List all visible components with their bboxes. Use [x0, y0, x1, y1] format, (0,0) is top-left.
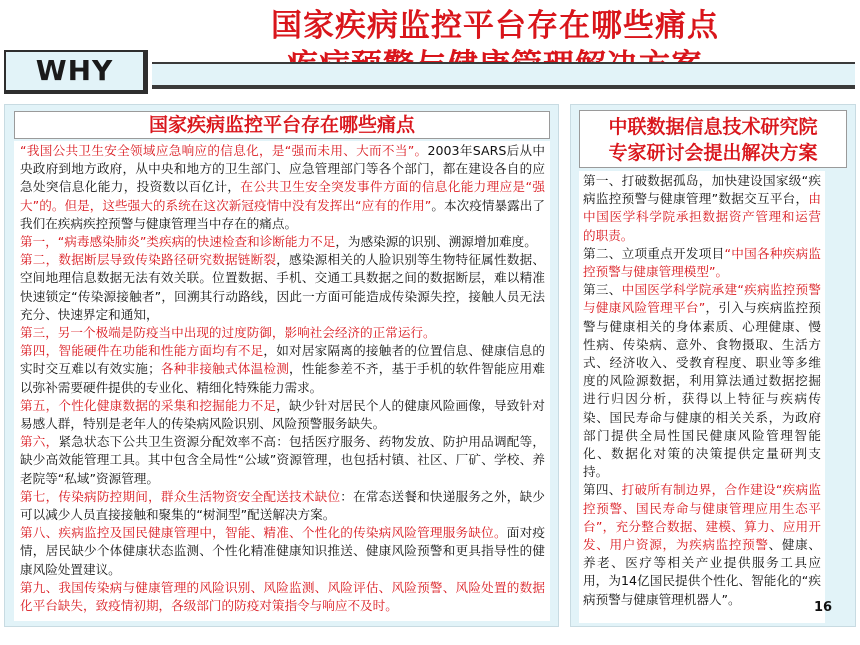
solutions-header-line-1: 中联数据信息技术研究院: [608, 116, 818, 138]
title-bar-decoration: [152, 62, 855, 89]
page-number: 16: [814, 600, 833, 615]
pain-point-6: 第六，紧急状态下公共卫生资源分配效率不高：包括医疗服务、药物发放、防护用品调配等，缺少高效能管理工具。其中包含全局性“公域”资源管理，也包括村镇、社区、厂矿、学校、养老院等“私域”资源管理。: [20, 434, 546, 486]
pain-point-4: 第四，智能硬件在功能和性能方面均有不足，如对居家隔离的接触者的位置信息、健康信息的实时交互难以有效实施；各种非接触式体温检测，性能参差不齐，基于手机的软件智能应用难以弥补需要硬件提供的专业化、精细化特殊能力需求。: [20, 343, 546, 395]
solutions-panel: [570, 104, 856, 627]
page-title-line-1: 国家疾病监控平台存在哪些痛点: [271, 8, 719, 44]
solution-3: 第三、中国医学科学院承建“疾病监控预警与健康风险管理平台”，引入与疾病监控预警与健康相关的身体素质、心理健康、慢性病、传染病、意外、食物摄取、生活方式、经济收入、受教育程度、职业等多维度的风险源数据，利用算法通过数据挖掘进行归因分析，获得以上特征与疾病传染、国民寿命与健康的相关关系，为政府部门提供全局性国民健康风险管理智能化、数据化对策的决策提供定量研判支持。: [583, 282, 821, 480]
solutions-body: [579, 171, 825, 623]
pain-points-body: [14, 141, 550, 621]
pain-point-9: 第九、我国传染病与健康管理的风险识别、风险监测、风险评估、风险预警、风险处置的数据化平台缺失，致疫情初期，各级部门的防疫对策指令与响应不及时。: [20, 579, 545, 614]
pain-point-3: 第三，另一个极端是防疫当中出现的过度防御，影响社会经济的正常运行。: [20, 325, 436, 341]
pain-point-2: 第二，数据断层导致传染路径研究数据链断裂，感染源相关的人脸识别等生物特征属性数据、空间地理信息数据无法有效关联。位置数据、手机、交通工具数据之间的数据断层，难以精准快速锁定“传染源接触者”，回溯其行动路线，因此一方面可能造成传染源失控，接触人员无法充分、快速界定和通知，: [20, 252, 546, 322]
pain-point-8: 第八、疾病监控及国民健康管理中，智能、精准、个性化的传染病风险管理服务缺位。面对疫情，居民缺少个体健康状态监测、个性化精准健康知识推送、健康风险预警和更具指导性的健康风险处置建议。: [20, 525, 546, 577]
solutions-header-line-2: 专家研讨会提出解决方案: [608, 142, 818, 164]
solution-4: 第四、打破所有制边界，合作建设“疾病监控预警、国民寿命与健康管理应用生态平台”，充分整合数据、建模、算力、应用开发、用户资源，为疾病监控预警、健康、养老、医疗等相关产业提供服务工具应用，为14亿国民提供个性化、智能化的“疾病预警与健康管理机器人”。: [583, 482, 822, 607]
pain-point-5: 第五，个性化健康数据的采集和挖掘能力不足，缺少针对居民个人的健康风险画像，导致针对易感人群，特别是老年人的传染病风险识别、风险预警服务缺失。: [20, 397, 546, 432]
pain-point-intro: “我国公共卫生安全领域应急响应的信息化，是“强而未用、大而不当”。2003年SARS后从中央政府到地方政府，从中央和地方的卫生部门、应急管理部门等各个部门，都在建设各自的应急处突信息化能力，投资数以百亿计，在公共卫生安全突发事件方面的信息化能力理应是“强大”的。但是，这些强大的系统在这次新冠疫情中没有发挥出“应有的作用”。本次疫情暴露出了我们在疾病疾控预警与健康管理当中存在的痛点。: [20, 143, 546, 231]
solutions-header: [579, 110, 847, 168]
pain-points-header: 国家疾病监控平台存在哪些痛点: [14, 111, 550, 139]
solution-1: 第一、打破数据孤岛，加快建设国家级“疾病监控预警与健康管理”数据交互平台，由中国医学科学院承担数据资产管理和运营的职责。: [583, 173, 821, 243]
why-badge: WHY: [4, 50, 148, 94]
solution-2: 第二、立项重点开发项目“中国各种疾病监控预警与健康管理模型”。: [583, 245, 821, 280]
pain-point-1: 第一，“病毒感染肺炎”类疾病的快速检查和诊断能力不足，为感染源的识别、溯源增加难度。: [20, 234, 537, 250]
pain-point-7: 第七，传染病防控期间，群众生活物资安全配送技术缺位：在常态送餐和快递服务之外，缺少可以减少人员直接接触和聚集的“树洞型”配送解决方案。: [20, 488, 546, 523]
pain-points-panel: [4, 104, 559, 627]
